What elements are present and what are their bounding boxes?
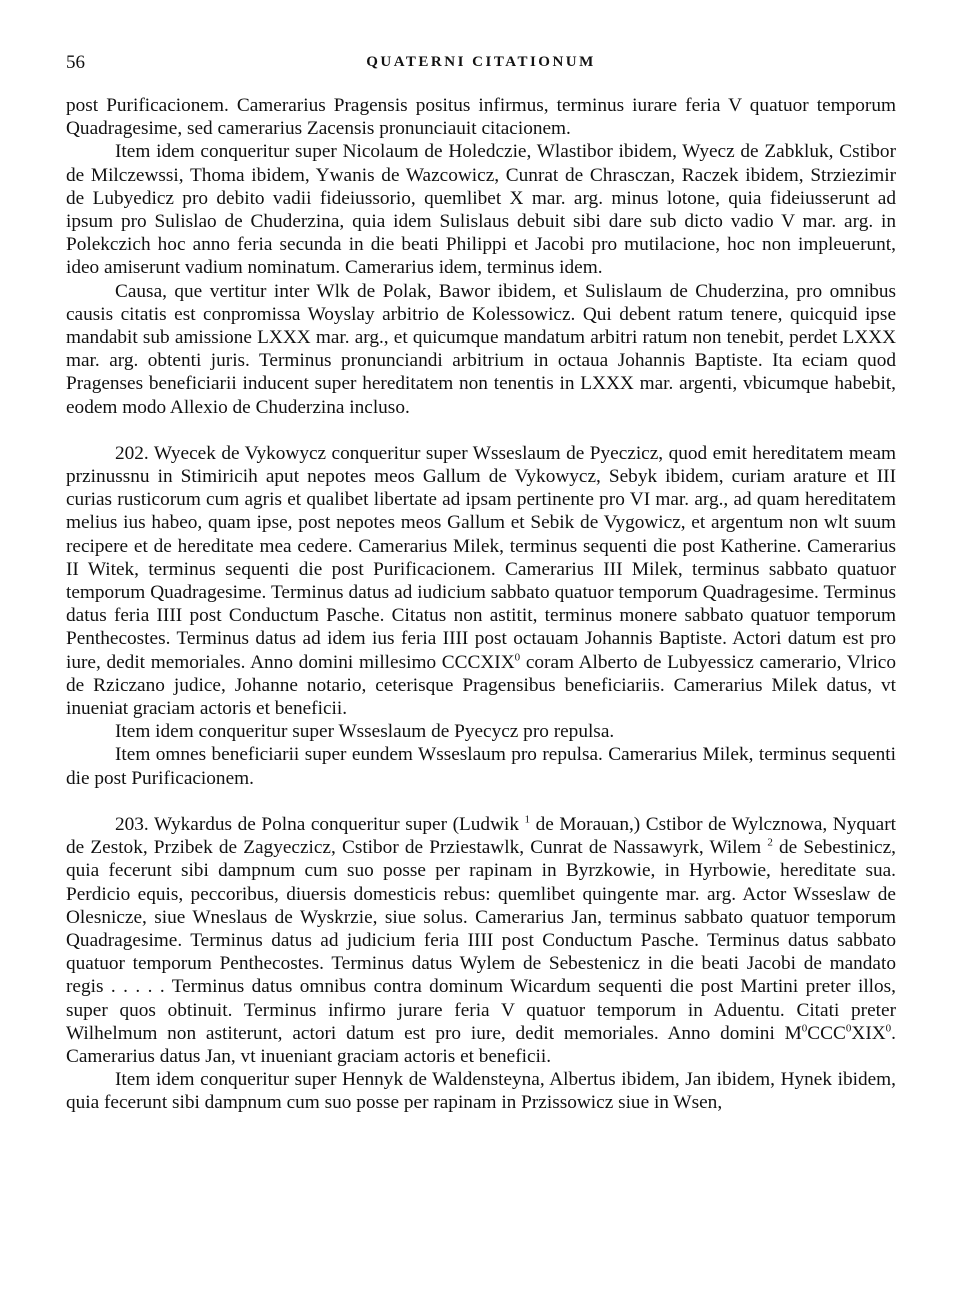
text-run: de Morauan,) Cstibor de Wylcznowa, Nyquart de Zestok, Przibek de Zagyeczicz, Cstibor de Prziestawlk, Cunrat de Nassawyrk, Wilem	[66, 813, 896, 859]
body-paragraph	[66, 280, 896, 419]
body-paragraph	[66, 720, 896, 743]
text-run: Item idem conqueritur super Nicolaum de Holedczie, Wlastibor ibidem, Wyecz de Zabkluk, Cstibor de Milczewssi, Thoma ibidem, Ywanis de Wazcowicz, Cunrat de Chrasczan, Raczek ibidem, Strziezimir de Lubyedicz pro debito vadii fideiussorio, quemlibet X mar. arg. minus lotone, quia fideiusserunt ad ipsum pro Sulislao de Chuderzina, quia idem Sulislaus debuit sibi dare sub dicto vadio V mar. arg. in Polekczich hoc anno feria secunda in die beati Philippi et Jacobi pro mutilacione, hoc non impleuerunt, ideo amiserunt vadium nominatum. Camerarius idem, terminus idem.	[66, 141, 896, 279]
body-paragraph	[66, 1068, 896, 1114]
numbered-entry-paragraph	[66, 442, 896, 720]
superscript: 0	[845, 1022, 852, 1035]
numbered-entry-paragraph	[66, 813, 896, 1068]
superscript: 0	[885, 1022, 892, 1035]
superscript: 0	[514, 651, 521, 664]
text-run: CCC	[807, 1022, 846, 1044]
document-body	[66, 94, 896, 1115]
page-header	[66, 52, 896, 78]
text-run: XIX	[851, 1022, 886, 1044]
superscript: 2	[767, 836, 773, 849]
text-run: Item idem conqueritur super Wsseslaum de Pyecycz pro repulsa.	[115, 721, 615, 743]
page-number: 56	[66, 52, 85, 73]
text-run: Item omnes beneficiarii super eundem Wsseslaum pro repulsa. Camerarius Milek, terminus sequenti die post Purificacionem.	[66, 744, 896, 789]
running-title: QUATERNI CITATIONUM	[366, 54, 596, 70]
text-run: Item idem conqueritur super Hennyk de Waldensteyna, Albertus ibidem, Jan ibidem, Hynek ibidem, quia fecerunt sibi dampnum cum suo posse per rapinam in Przissowicz siue in Wsen,	[66, 1069, 896, 1114]
superscript: 1	[524, 813, 531, 826]
page	[66, 52, 896, 1115]
body-paragraph	[66, 94, 896, 140]
text-run: de Sebestinicz, quia fecerunt sibi dampnum cum suo posse per rapinam in Byrzkowie, in Hyrbowie, hereditate sua. Perdicio equis, peccoribus, diuersis domesticis rebus: quemlibet quingente mar. arg. Actor Wsseslaw de Olesnicze, siue Wneslaus de Wyskrzie, siue solus. Camerarius Jan, terminus sabbato quatuor temporum Quadragesime. Terminus datus ad judicium feria IIII post Conductum Pasche. Terminus datus sabbato quatuor temporum Penthecostes. Terminus datus Wylem de Sebestenicz in die beati Jacobi de mandato regis . . . . . Terminus datus omnibus contra dominum Wicardum sequenti die post Martini preter illos, super quos obtinuit. Terminus infirmo jurare feria V quatuor temporum in Aduentu. Citati preter Wilhelmum non astiterunt, actori datum est pro iure, dedit memoriales. Anno domini M	[66, 837, 896, 1044]
text-run: Causa, que vertitur inter Wlk de Polak, Bawor ibidem, et Sulislaum de Chuderzina, pro omnibus causis citatis est conpromissa Woyslay arbitrio de Kolessowicz. Qui debent ratum tenere, quicquid ipse mandabit sub amissione LXXX mar. arg., et quicumque mandatum arbitri ratum non tenebit, perdet LXXX mar. arg. obtenti juris. Terminus pronunciandi arbitrium in octaua Johannis Baptiste. Ita eciam quod Pragenses beneficiarii inducent super hereditatem non tenentis in LXXX mar. argenti, vbicumque habebit, eodem modo Allexio de Chuderzina incluso.	[66, 280, 896, 418]
superscript: 0	[801, 1022, 808, 1035]
text-run: 202. Wyecek de Vykowycz conqueritur super Wsseslaum de Pyeczicz, quod emit hereditatem meam przinussnu in Stimiricih aput nepotes meos Gallum de Vykowycz, Sebyk ibidem, curiam arature et III curias rusticorum cum agris et qualibet libertate ad ipsam pertinente pro VI mar. arg., ad quam hereditatem melius ius habeo, quam ipse, post nepotes meos Gallum et Sebik de Vygowicz, et argentum non wlt suum recipere et de hereditate mea cedere. Camerarius Milek, terminus sequenti die post Katherine. Camerarius II Witek, terminus sequenti die post Purificacionem. Camerarius III Milek, terminus sabbato quatuor temporum Quadragesime. Terminus datus ad iudicium sabbato quatuor temporum Quadragesime. Terminus datus feria IIII post Conductum Pasche. Citatus non astitit, terminus monere sabbato quatuor temporum Penthecostes. Terminus datus ad idem ius feria IIII post octauam Johannis Baptiste. Actori datum est pro iure, dedit memoriales. Anno domini millesimo CCCXIX	[66, 442, 896, 673]
text-run: . Camerarius datus Jan, vt inueniant graciam actoris et beneficii.	[66, 1022, 896, 1067]
body-paragraph	[66, 140, 896, 279]
text-run: 203. Wykardus de Polna conqueritur super (Ludwik	[115, 813, 525, 835]
text-run: coram Alberto de Lubyessicz camerario, Vlrico de Rziczano judice, Johanne notario, ceterisque Pragensibus beneficiariis. Camerarius Milek datus, vt inueniat graciam actoris et beneficii.	[66, 651, 897, 720]
body-paragraph	[66, 743, 896, 789]
text-run: post Purificacionem. Camerarius Pragensis positus infirmus, terminus iurare feria V quatuor temporum Quadragesime, sed camerarius Zacensis pronunciauit citacionem.	[66, 95, 896, 140]
